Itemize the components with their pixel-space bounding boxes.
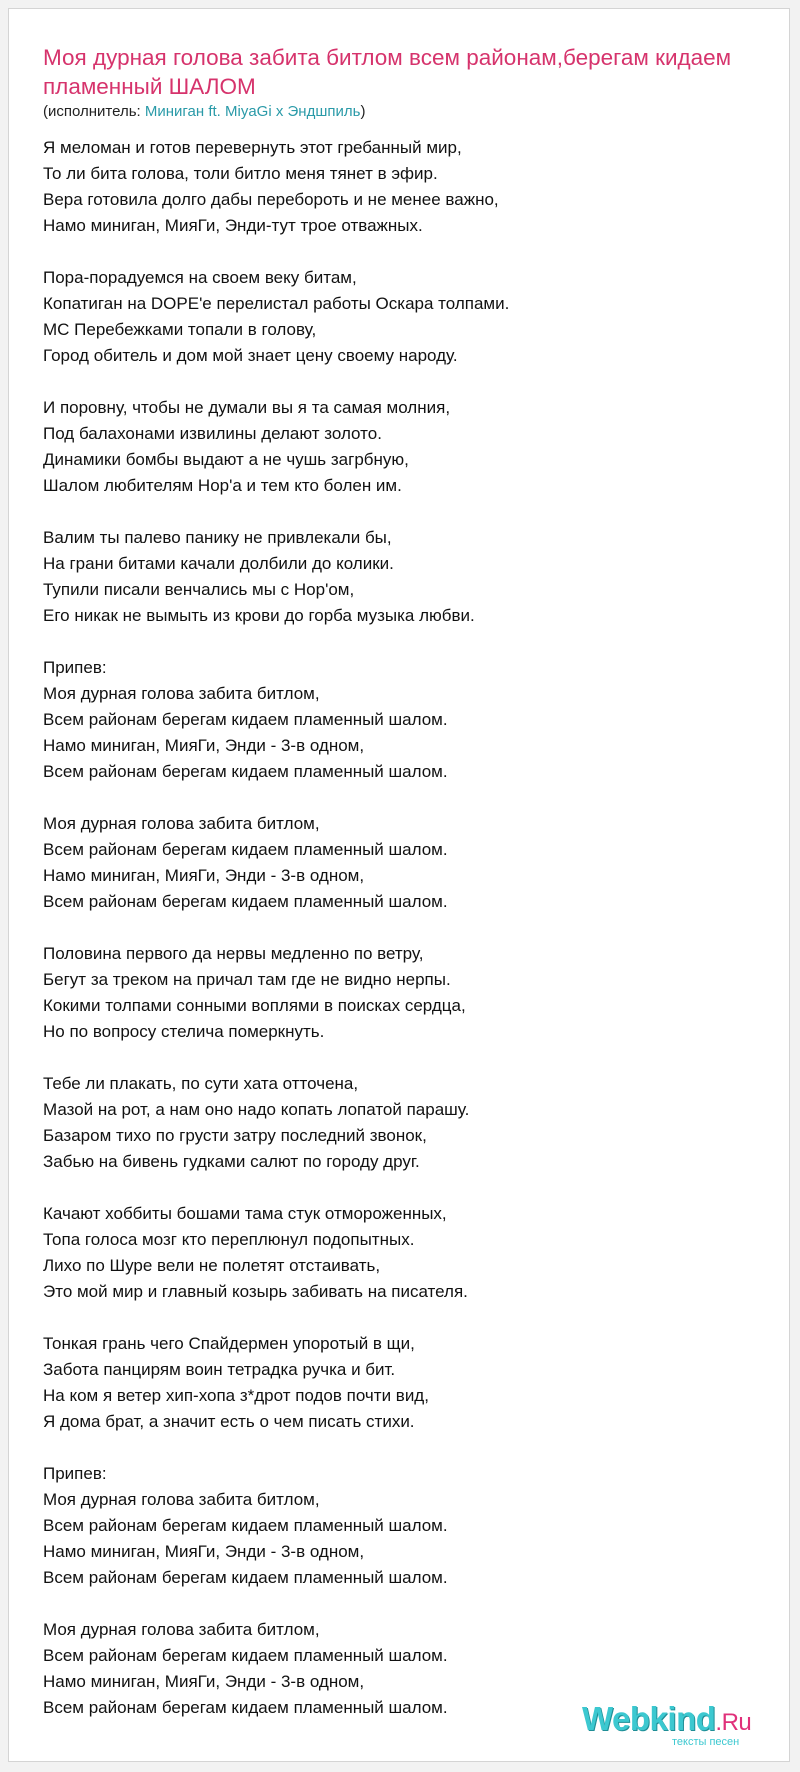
lyric-line: Всем районам берегам кидаем пламенный шалом. xyxy=(43,892,448,911)
lyric-line: Всем районам берегам кидаем пламенный шалом. xyxy=(43,1568,448,1587)
lyric-line: Пора-порадуемся на своем веку битам, xyxy=(43,268,357,287)
lyric-line: Я дома брат, а значит есть о чем писать стихи. xyxy=(43,1412,415,1431)
lyric-line: Моя дурная голова забита битлом, xyxy=(43,1620,320,1639)
lyric-line: МС Перебежками топали в голову, xyxy=(43,320,317,339)
lyrics-card xyxy=(8,8,790,1762)
lyrics-body xyxy=(43,135,763,1747)
lyrics-stanza xyxy=(43,265,763,369)
lyric-line: Валим ты палево панику не привлекали бы, xyxy=(43,528,392,547)
lyric-line: Тебе ли плакать, по сути хата отточена, xyxy=(43,1074,359,1093)
logo-tld: .Ru xyxy=(715,1709,752,1736)
lyric-line: Намо миниган, МияГи, Энди - 3-в одном, xyxy=(43,736,365,755)
lyric-line: Лихо по Шуре вели не полетят отстаивать, xyxy=(43,1256,381,1275)
lyrics-stanza xyxy=(43,811,763,915)
lyrics-stanza xyxy=(43,655,763,785)
lyric-line: Но по вопросу стелича померкнуть. xyxy=(43,1022,325,1041)
lyric-line: Забью на бивень гудками салют по городу друг. xyxy=(43,1152,420,1171)
lyric-line: Топа голоса мозг кто переплюнул подопытных. xyxy=(43,1230,415,1249)
webkind-logo xyxy=(582,1700,782,1760)
lyric-line: Моя дурная голова забита битлом, xyxy=(43,1490,320,1509)
lyric-line: Под балахонами извилины делают золото. xyxy=(43,424,382,443)
lyric-line: Моя дурная голова забита битлом, xyxy=(43,684,320,703)
lyric-line: Намо миниган, МияГи, Энди-тут трое отважных. xyxy=(43,216,423,235)
lyric-line: Всем районам берегам кидаем пламенный шалом. xyxy=(43,762,448,781)
lyric-line: Вера готовила долго дабы перебороть и не менее важно, xyxy=(43,190,499,209)
lyric-line: Тонкая грань чего Спайдермен упоротый в щи, xyxy=(43,1334,415,1353)
lyric-line: Это мой мир и главный козырь забивать на писателя. xyxy=(43,1282,468,1301)
lyric-line: Копатиган на DOPE'е перелистал работы Оскара толпами. xyxy=(43,294,510,313)
lyrics-stanza xyxy=(43,1071,763,1175)
lyric-line: Город обитель и дом мой знает цену своему народу. xyxy=(43,346,458,365)
performer-prefix: (исполнитель: xyxy=(43,103,145,120)
lyric-line: Припев: xyxy=(43,658,107,677)
lyric-line: Всем районам берегам кидаем пламенный шалом. xyxy=(43,1646,448,1665)
lyric-line: Всем районам берегам кидаем пламенный шалом. xyxy=(43,1698,448,1717)
lyric-line: Качают хоббиты бошами тама стук отмороженных, xyxy=(43,1204,447,1223)
lyric-line: Кокими толпами сонными воплями в поисках сердца, xyxy=(43,996,466,1015)
lyrics-stanza xyxy=(43,135,763,239)
lyric-line: Всем районам берегам кидаем пламенный шалом. xyxy=(43,840,448,859)
lyric-line: Динамики бомбы выдают а не чушь загрбную, xyxy=(43,450,409,469)
lyrics-stanza xyxy=(43,1201,763,1305)
lyric-line: Всем районам берегам кидаем пламенный шалом. xyxy=(43,1516,448,1535)
lyric-line: Я меломан и готов перевернуть этот гребанный мир, xyxy=(43,138,462,157)
lyric-line: Намо миниган, МияГи, Энди - 3-в одном, xyxy=(43,866,365,885)
performer-line xyxy=(43,102,365,122)
lyrics-stanza xyxy=(43,525,763,629)
lyrics-stanza xyxy=(43,1331,763,1435)
lyric-line: Намо миниган, МияГи, Энди - 3-в одном, xyxy=(43,1542,365,1561)
performer-link[interactable]: Миниган ft. MiyaGi x Эндшпиль xyxy=(144,103,361,120)
lyrics-stanza xyxy=(43,1461,763,1591)
performer-suffix: ) xyxy=(360,103,366,120)
lyric-line: Забота панцирям воин тетрадка ручка и бит. xyxy=(43,1360,396,1379)
lyric-line: Припев: xyxy=(43,1464,107,1483)
lyric-line: Бегут за треком на причал там где не видно нерпы. xyxy=(43,970,451,989)
lyric-line: На ком я ветер хип-хопа з*дрот подов почти вид, xyxy=(43,1386,429,1405)
lyrics-stanza xyxy=(43,395,763,499)
lyrics-stanza xyxy=(43,941,763,1045)
song-title: Моя дурная голова забита битлом всем районам,берегам кидаем пламенный ШАЛОМ xyxy=(43,45,732,99)
lyric-line: И поровну, чтобы не думали вы я та самая молния, xyxy=(43,398,451,417)
lyric-line: Шалом любителям Нор'а и тем кто болен им. xyxy=(43,476,402,495)
lyric-line: Тупили писали венчались мы с Нор'ом, xyxy=(43,580,355,599)
lyric-line: Базаром тихо по грусти затру последний звонок, xyxy=(43,1126,427,1145)
lyric-line: Мазой на рот, а нам оно надо копать лопатой парашу. xyxy=(43,1100,470,1119)
lyric-line: Его никак не вымыть из крови до горба музыка любви. xyxy=(43,606,475,625)
lyric-line: Моя дурная голова забита битлом, xyxy=(43,814,320,833)
lyric-line: То ли бита голова, толи битло меня тянет в эфир. xyxy=(43,164,438,183)
lyric-line: Всем районам берегам кидаем пламенный шалом. xyxy=(43,710,448,729)
lyric-line: Намо миниган, МияГи, Энди - 3-в одном, xyxy=(43,1672,365,1691)
lyric-line: Половина первого да нервы медленно по ветру, xyxy=(43,944,424,963)
lyric-line: На грани битами качали долбили до колики. xyxy=(43,554,394,573)
logo-brand: Webkind xyxy=(582,1700,716,1737)
logo-tagline: тексты песен xyxy=(672,1736,740,1748)
